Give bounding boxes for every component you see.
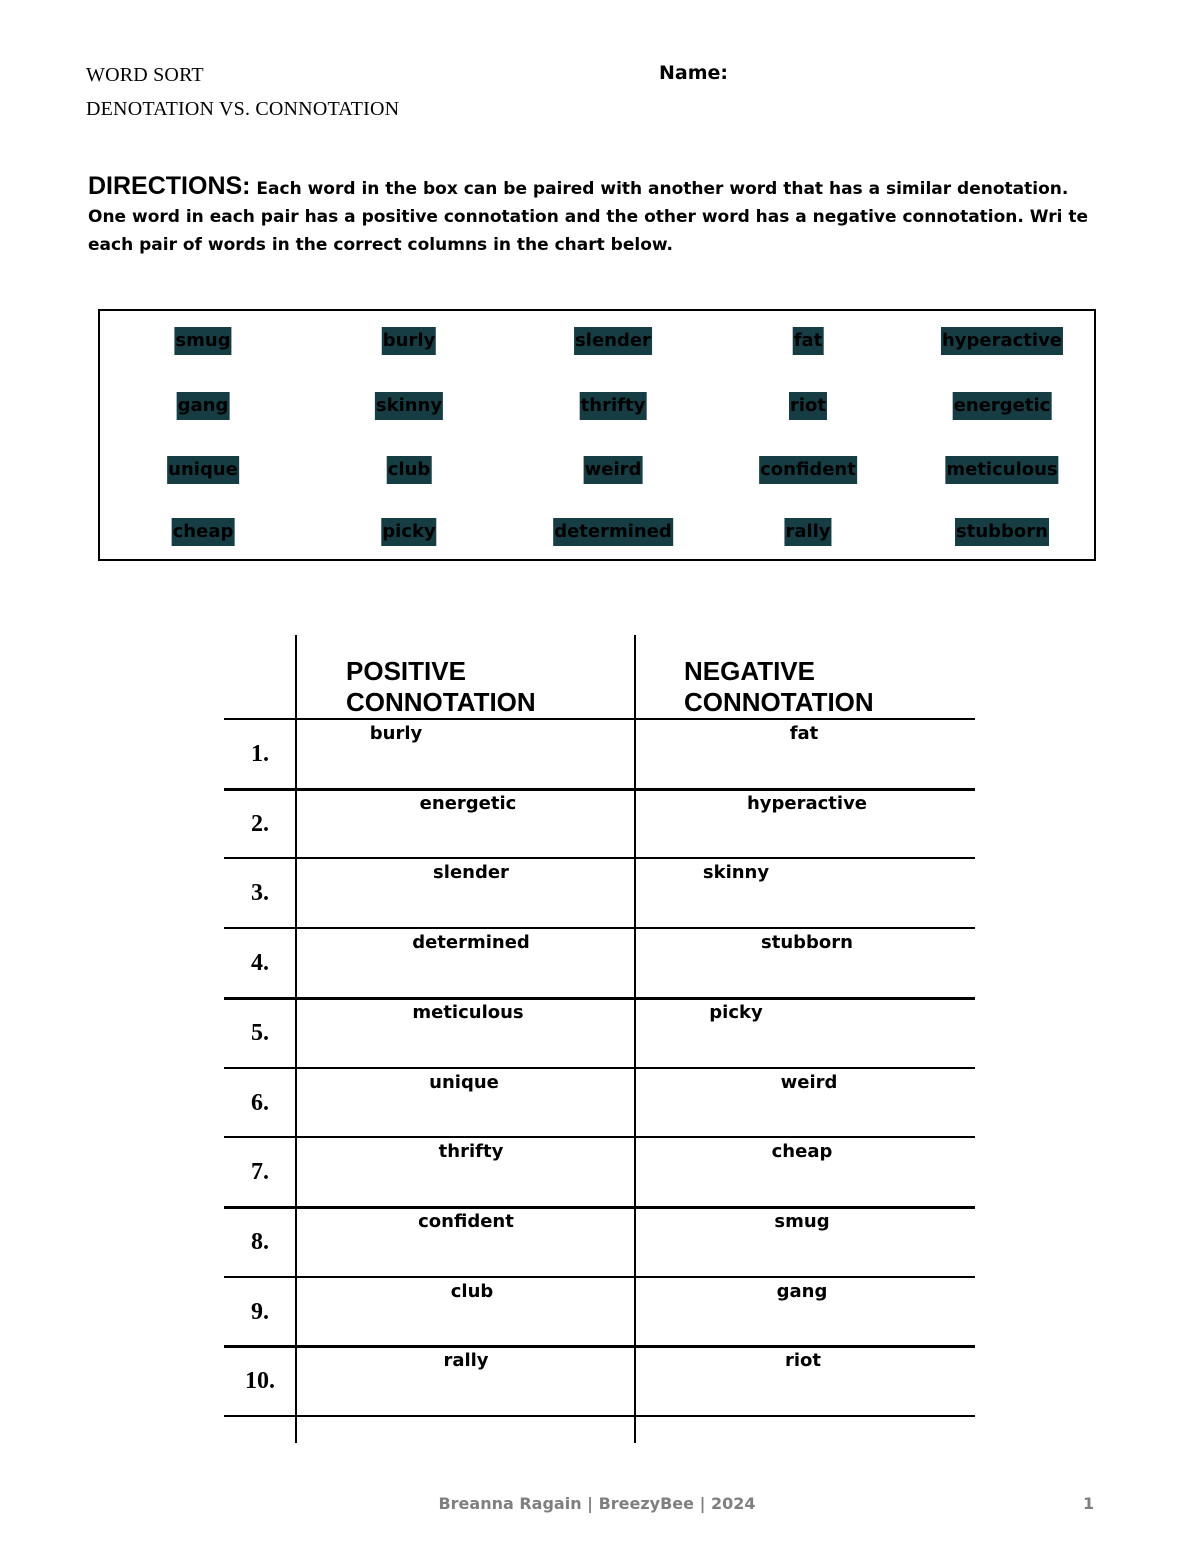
row-number: 2. [251,811,269,837]
chart-row-line [224,927,975,929]
row-number: 7. [251,1159,269,1185]
negative-word-cell[interactable]: gang [776,1281,828,1302]
word-bank-item: slender [574,327,652,355]
word-bank-item: confident [759,456,857,484]
negative-column-header [684,656,874,718]
word-bank-item: rally [784,518,831,546]
word-bank-item: stubborn [955,518,1049,546]
row-number: 6. [251,1090,269,1116]
positive-column-header [346,656,536,718]
positive-word-cell[interactable]: meticulous [412,1002,524,1023]
negative-word-cell[interactable]: stubborn [761,932,853,953]
chart-row-line [224,997,975,1000]
negative-word-cell[interactable]: cheap [771,1141,833,1162]
word-bank-item: gang [177,392,230,420]
positive-word-cell[interactable]: club [450,1281,494,1302]
directions-label: DIRECTIONS: [88,172,251,200]
positive-word-cell[interactable]: rally [443,1350,489,1371]
chart-row-line [224,857,975,859]
name-label: Name: [659,62,729,84]
positive-word-cell[interactable]: unique [429,1072,499,1093]
chart-row-line [224,718,975,720]
negative-word-cell[interactable]: smug [774,1211,830,1232]
positive-word-cell[interactable]: confident [418,1211,514,1232]
positive-word-cell[interactable]: slender [433,862,509,883]
row-number: 4. [251,950,269,976]
positive-word-cell[interactable]: energetic [419,793,517,814]
negative-word-cell[interactable]: hyperactive [746,793,868,814]
chart-divider-right [634,635,636,1443]
word-bank-item: burly [382,327,436,355]
positive-header-line1: POSITIVE [346,656,466,686]
word-bank-item: picky [381,518,436,546]
row-number: 9. [251,1299,269,1325]
word-bank-item: smug [174,327,231,355]
word-bank-item: riot [789,392,827,420]
chart-row-line [224,1276,975,1278]
word-bank-item: unique [167,456,239,484]
positive-word-cell[interactable]: determined [412,932,530,953]
page-number: 1 [1083,1494,1095,1513]
word-bank-item: club [387,456,432,484]
worksheet-subtitle: DENOTATION VS. CONNOTATION [86,98,400,120]
positive-header-line2: CONNOTATION [346,687,536,717]
negative-header-line2: CONNOTATION [684,687,874,717]
word-bank-item: hyperactive [941,327,1063,355]
footer-credit: Breanna Ragain | BreezyBee | 2024 [438,1494,756,1513]
word-bank-item: skinny [375,392,443,420]
row-number: 10. [245,1368,275,1394]
negative-word-cell[interactable]: skinny [702,862,770,883]
chart-row-line [224,1067,975,1069]
word-bank-item: cheap [172,518,235,546]
negative-header-line1: NEGATIVE [684,656,815,686]
chart-row-line [224,788,975,791]
word-bank-item: determined [553,518,673,546]
row-number: 3. [251,880,269,906]
row-number: 8. [251,1229,269,1255]
chart-row-line [224,1345,975,1348]
negative-word-cell[interactable]: fat [789,723,819,744]
word-bank-item: energetic [953,392,1052,420]
chart-divider-left [295,635,297,1443]
directions [88,172,1098,259]
worksheet-title: WORD SORT [86,64,204,86]
chart-row-line [224,1136,975,1138]
positive-word-cell[interactable]: thrifty [438,1141,504,1162]
negative-word-cell[interactable]: picky [709,1002,763,1023]
row-number: 5. [251,1020,269,1046]
word-bank-item: thrifty [580,392,647,420]
negative-word-cell[interactable]: riot [784,1350,822,1371]
word-bank-item: weird [584,456,643,484]
chart-row-line [224,1206,975,1209]
word-bank-item: meticulous [945,456,1058,484]
positive-word-cell[interactable]: burly [369,723,423,744]
negative-word-cell[interactable]: weird [780,1072,838,1093]
directions-text: Each word in the box can be paired with another word that has a similar denotation. One word in each pair has a positive connotation and the other word has a negative connotation. Wri te each pair of words in the correct columns in the chart below. [88,179,1089,255]
row-number: 1. [251,741,269,767]
word-bank-box [98,309,1096,561]
chart-row-line [224,1415,975,1417]
word-bank-item: fat [793,327,824,355]
